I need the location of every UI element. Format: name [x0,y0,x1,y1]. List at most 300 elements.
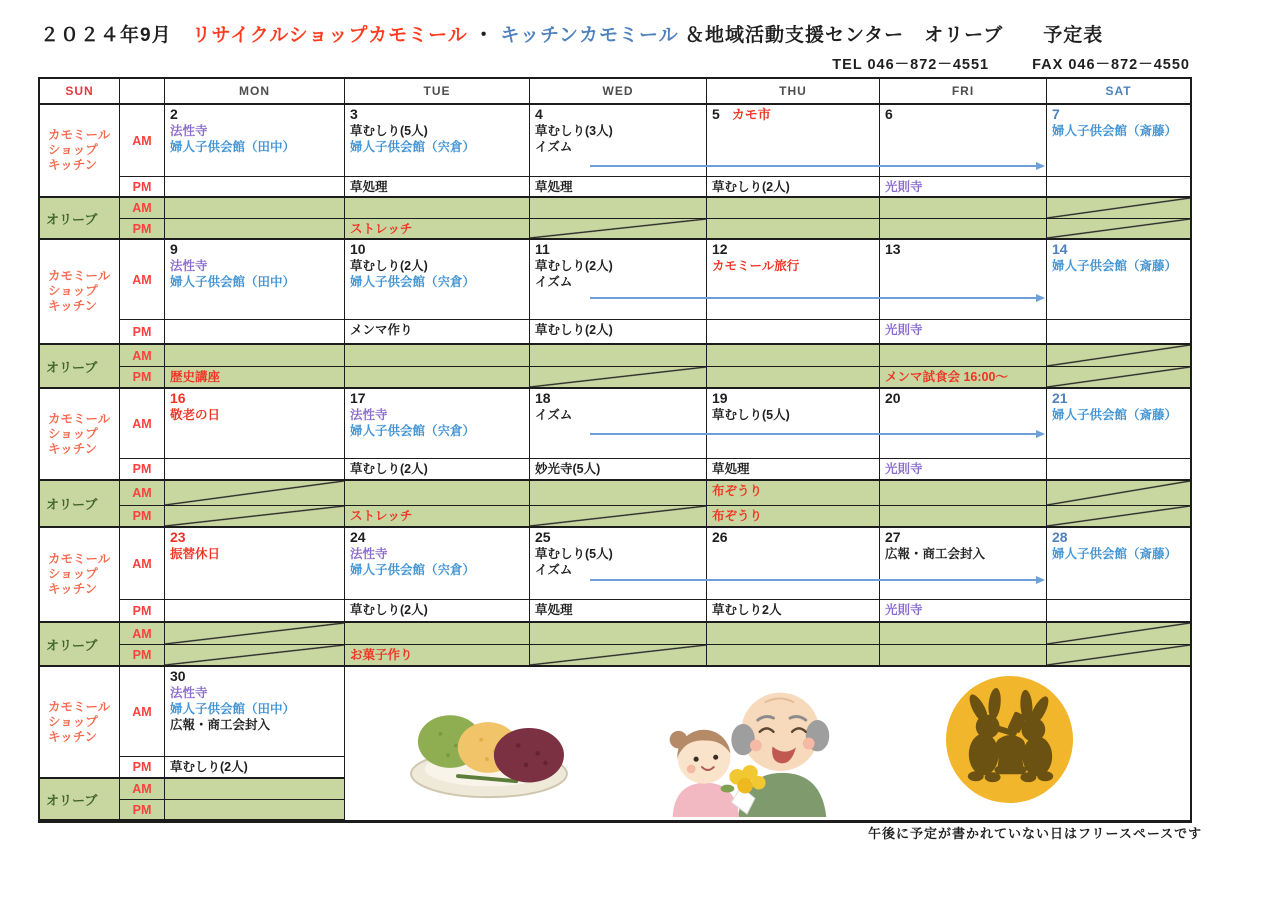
title-separator: ・ [474,25,495,46]
olive-label-w4 [40,623,120,667]
date-event-label: カモ市 [731,107,771,122]
olive-oam-cell-w4-mon [165,623,345,645]
am-entry: 草むしり(2人) [350,259,428,273]
chamomile-label-line: ショップ [48,143,98,157]
date-number: 23 [170,529,186,545]
olive-pm-tag-label: PM [132,370,152,384]
olive-opm-entry: お菓子作り [350,648,413,662]
header-cell-sun [40,79,120,105]
date-line [530,528,706,546]
olive-oam-cell-w4-sat [1047,623,1190,645]
olive-pm-tag-label: PM [132,221,152,236]
olive-label: オリーブ [46,792,98,808]
olive-am-tag-label: AM [132,486,152,500]
olive-oam-cell-w3-wed [530,481,707,506]
date-line [345,528,529,546]
chamomile-label-w4 [40,528,120,623]
olive-oam-cell-w4-fri [880,623,1047,645]
title-rest: ＆地域活動支援センター オリーブ 予定表 [684,25,1104,46]
am-entry: 法性寺 [350,408,388,422]
pm-cell-w4-sat [1047,600,1190,623]
am-entry: カモミール旅行 [712,259,800,273]
olive-opm-cell-w1-fri [880,219,1047,240]
title-kitchen-name: キッチンカモミール [500,25,679,46]
pm-entry: 草むしり(2人) [170,760,248,774]
olive-opm-cell-w4-thu [707,645,880,667]
am-entry: 婦人子供会館（斎藤） [1052,408,1178,422]
olive-pm-tag-w1 [120,219,165,240]
chamomile-label-w3 [40,389,120,481]
olive-opm-cell-w2-sat [1047,367,1190,389]
olive-opm-cell-w2-wed [530,367,707,389]
date-line [707,389,879,407]
olive-opm-entry: ストレッチ [350,509,413,523]
pm-cell-w4-fri [880,600,1047,623]
am-tag-w4 [120,528,165,600]
am-tag-label: AM [132,556,152,571]
am-cell-w4-tue [345,528,530,600]
chamomile-label-line: キッチン [48,299,98,313]
am-cell-w1-tue [345,105,530,177]
am-cell-w2-thu [707,240,880,320]
chamomile-label-w1 [40,105,120,198]
date-number: 26 [712,529,728,545]
header-cell-thu [707,79,880,105]
header-cell-fri [880,79,1047,105]
am-entry: 草むしり(3人) [535,124,613,138]
am-entry: 婦人子供会館（宍倉） [350,140,476,154]
date-number: 4 [535,106,543,122]
date-number: 17 [350,390,366,406]
am-tag-label: AM [132,416,152,431]
date-number: 25 [535,529,551,545]
am-entry: 振替休日 [170,547,221,561]
olive-opm-cell-w1-tue [345,219,530,240]
olive-am-tag-w4 [120,623,165,645]
pm-cell-w1-mon [165,177,345,198]
olive-label: オリーブ [46,497,98,512]
am-entry: イズム [535,563,573,577]
olive-oam-cell-w5-mon [165,779,345,800]
pm-cell-w3-fri [880,459,1047,481]
am-cell-w4-fri [880,528,1047,600]
date-line [1047,105,1190,123]
chamomile-label-line: キッチン [48,158,98,172]
calendar-table [38,77,1192,823]
header-cell-sat [1047,79,1190,105]
olive-label-w1 [40,198,120,240]
chamomile-label-w5 [40,667,120,779]
pm-cell-w1-thu [707,177,880,198]
olive-opm-entry: メンマ試食会 16:00～ [885,370,1008,384]
olive-opm-entry: 歴史講座 [170,370,221,384]
pm-cell-w4-thu [707,600,880,623]
ohagi-plate-illustration [400,689,578,806]
olive-pm-tag-label: PM [132,802,152,817]
chamomile-label-line: カモミール [48,128,111,142]
am-tag-w1 [120,105,165,177]
pm-cell-w1-sat [1047,177,1190,198]
pm-cell-w1-wed [530,177,707,198]
date-line [530,240,706,258]
am-entry: 法性寺 [170,686,208,700]
date-line [880,105,1046,123]
olive-opm-cell-w2-tue [345,367,530,389]
olive-opm-cell-w4-tue [345,645,530,667]
am-entry: 法性寺 [350,547,388,561]
am-cell-w3-mon [165,389,345,459]
olive-opm-cell-w4-sat [1047,645,1190,667]
pm-tag-label: PM [132,179,152,194]
date-line [1047,389,1190,407]
pm-cell-w3-tue [345,459,530,481]
pm-cell-w2-mon [165,320,345,345]
olive-opm-cell-w1-mon [165,219,345,240]
date-line [165,667,344,685]
am-entry: 婦人子供会館（宍倉） [350,275,476,289]
date-line [165,528,344,546]
olive-label-w2 [40,345,120,389]
olive-oam-cell-w1-wed [530,198,707,219]
date-line [530,105,706,123]
am-cell-w2-tue [345,240,530,320]
am-cell-w4-sat [1047,528,1190,600]
am-entry: 草むしり(5人) [350,124,428,138]
header-cell-mon [165,79,345,105]
am-cell-w4-thu [707,528,880,600]
olive-oam-cell-w4-wed [530,623,707,645]
header-label-mon: MON [239,84,270,98]
olive-opm-cell-w2-fri [880,367,1047,389]
pm-tag-w1 [120,177,165,198]
olive-label-w3 [40,481,120,528]
olive-pm-tag-label: PM [132,509,152,523]
chamomile-label-line: キッチン [48,582,98,596]
olive-oam-cell-w2-wed [530,345,707,367]
am-entry: 法性寺 [170,259,208,273]
olive-am-tag-w2 [120,345,165,367]
chamomile-label-line: キッチン [48,729,98,744]
date-number: 19 [712,390,728,406]
olive-opm-cell-w2-thu [707,367,880,389]
title-shop-name: リサイクルショップカモミール [191,25,468,46]
pm-tag-w3 [120,459,165,481]
olive-opm-entry: 布ぞうり [712,509,763,523]
olive-oam-cell-w3-mon [165,481,345,506]
chamomile-label-line: ショップ [48,426,98,441]
pm-entry: 草むしり(2人) [350,603,428,617]
pm-entry: 草むしり(2人) [535,323,613,337]
pm-entry: 草処理 [535,603,573,617]
olive-oam-cell-w4-tue [345,623,530,645]
pm-tag-w2 [120,320,165,345]
olive-oam-entry: 布ぞうり [712,484,763,498]
pm-entry: 光則寺 [885,603,923,617]
am-entry: 婦人子供会館（宍倉） [350,424,476,438]
am-tag-w5 [120,667,165,757]
header-label-fri: FRI [951,84,975,98]
olive-pm-tag-w3 [120,506,165,528]
date-line [1047,528,1190,546]
olive-oam-cell-w1-thu [707,198,880,219]
olive-oam-cell-w2-tue [345,345,530,367]
pm-entry: 光則寺 [885,323,923,337]
olive-oam-cell-w2-thu [707,345,880,367]
olive-am-tag-w5 [120,779,165,800]
am-tag-label: AM [132,704,152,719]
continuation-arrow-w2 [590,297,1043,299]
pm-entry: 草処理 [350,180,388,194]
am-cell-w2-wed [530,240,707,320]
olive-opm-cell-w5-mon [165,800,345,821]
pm-cell-w1-fri [880,177,1047,198]
chamomile-label-w2 [40,240,120,345]
olive-opm-cell-w3-mon [165,506,345,528]
pm-cell-w4-wed [530,600,707,623]
chamomile-label-line: カモミール [48,699,111,714]
date-number: 30 [170,668,186,684]
pm-entry: 草むしり(2人) [712,180,790,194]
tel-number: TEL 046－872－4551 [832,57,990,73]
date-line [880,389,1046,407]
pm-cell-w1-tue [345,177,530,198]
pm-cell-w2-sat [1047,320,1190,345]
olive-am-tag-label: AM [132,201,152,215]
am-entry: イズム [535,408,573,422]
chamomile-label-line: カモミール [48,411,111,426]
date-number: 12 [712,241,728,257]
olive-oam-cell-w3-fri [880,481,1047,506]
am-entry: 婦人子供会館（斎藤） [1052,259,1178,273]
am-entry: 広報・商工会封入 [885,547,986,561]
date-line [345,240,529,258]
olive-opm-cell-w4-wed [530,645,707,667]
pm-entry: 草処理 [712,462,750,476]
pm-cell-w2-tue [345,320,530,345]
am-entry: イズム [535,140,573,154]
am-entry: 敬老の日 [170,408,221,422]
bottom-illustration-cell [345,667,1190,821]
am-entry: 婦人子供会館（田中） [170,140,296,154]
header-label-sat: SAT [1105,84,1132,98]
continuation-arrow-w4 [590,579,1043,581]
chamomile-label-line: ショップ [48,567,98,581]
pm-entry: 光則寺 [885,180,923,194]
olive-oam-cell-w4-thu [707,623,880,645]
olive-opm-cell-w4-fri [880,645,1047,667]
date-number: 27 [885,529,901,545]
pm-cell-w5-mon [165,757,345,779]
am-cell-w2-mon [165,240,345,320]
pm-tag-w4 [120,600,165,623]
date-number: 10 [350,241,366,257]
olive-oam-cell-w2-sat [1047,345,1190,367]
header-label-sun: SUN [65,84,94,98]
olive-opm-cell-w1-wed [530,219,707,240]
olive-opm-cell-w1-thu [707,219,880,240]
olive-oam-cell-w1-tue [345,198,530,219]
date-number: 13 [885,241,901,257]
am-cell-w2-fri [880,240,1047,320]
pm-entry: 草むしり2人 [712,603,782,617]
pm-tag-w5 [120,757,165,779]
am-entry: 婦人子供会館（宍倉） [350,563,476,577]
olive-label-w5 [40,779,120,821]
pm-cell-w3-sat [1047,459,1190,481]
date-line [707,105,879,123]
am-cell-w1-sat [1047,105,1190,177]
header-cell-wed [530,79,707,105]
olive-pm-tag-label: PM [132,648,152,662]
header-cell-ampm-spacer [120,79,165,105]
pm-tag-label: PM [132,603,152,618]
pm-cell-w3-mon [165,459,345,481]
am-cell-w3-fri [880,389,1047,459]
pm-entry: 光則寺 [885,462,923,476]
pm-entry: 草むしり(2人) [350,462,428,476]
pm-entry: 草処理 [535,180,573,194]
olive-oam-cell-w1-mon [165,198,345,219]
am-entry: 婦人子供会館（田中） [170,702,296,716]
date-line [707,528,879,546]
continuation-arrow-w3 [590,433,1043,435]
olive-oam-cell-w3-thu [707,481,880,506]
olive-oam-cell-w3-sat [1047,481,1190,506]
pm-cell-w2-wed [530,320,707,345]
olive-opm-cell-w2-mon [165,367,345,389]
pm-tag-label: PM [132,324,152,339]
grandfather-and-girl-flowers-illustration [655,675,841,821]
am-cell-w3-sat [1047,389,1190,459]
olive-pm-tag-w4 [120,645,165,667]
olive-opm-cell-w3-tue [345,506,530,528]
olive-label: オリーブ [46,359,98,375]
date-number: 14 [1052,241,1068,257]
page-title [40,20,1103,47]
olive-opm-entry: ストレッチ [350,222,413,236]
am-entry: 草むしり(2人) [535,259,613,273]
date-line [880,528,1046,546]
chamomile-label-line: ショップ [48,284,98,298]
continuation-arrow-w1 [590,165,1043,167]
am-entry: 婦人子供会館（田中） [170,275,296,289]
olive-opm-cell-w4-mon [165,645,345,667]
am-cell-w3-wed [530,389,707,459]
am-tag-label: AM [132,272,152,287]
olive-pm-tag-w2 [120,367,165,389]
date-line [165,105,344,123]
date-number: 9 [170,241,178,257]
date-number: 11 [535,241,550,257]
olive-am-tag-w3 [120,481,165,506]
am-entry: イズム [535,275,573,289]
pm-cell-w2-fri [880,320,1047,345]
pm-entry: メンマ作り [350,323,413,337]
date-number: 2 [170,106,178,122]
date-number: 5 [712,106,720,122]
pm-cell-w3-wed [530,459,707,481]
date-number: 3 [350,106,358,122]
date-number: 24 [350,529,366,545]
date-number: 16 [170,390,186,406]
date-line [165,389,344,407]
date-line [707,240,879,258]
pm-cell-w4-tue [345,600,530,623]
olive-opm-cell-w3-thu [707,506,880,528]
date-number: 6 [885,106,893,122]
pm-tag-label: PM [132,760,152,774]
olive-pm-tag-w5 [120,800,165,821]
am-cell-w3-thu [707,389,880,459]
olive-opm-cell-w3-sat [1047,506,1190,528]
am-cell-w4-wed [530,528,707,600]
chamomile-label-line: ショップ [48,714,98,729]
am-entry: 草むしり(5人) [535,547,613,561]
am-entry: 婦人子供会館（斎藤） [1052,124,1178,138]
date-number: 18 [535,390,551,406]
date-number: 21 [1052,390,1068,406]
am-cell-w3-tue [345,389,530,459]
olive-oam-cell-w1-sat [1047,198,1190,219]
date-line [530,389,706,407]
am-tag-w2 [120,240,165,320]
pm-cell-w3-thu [707,459,880,481]
am-entry: 婦人子供会館（斎藤） [1052,547,1178,561]
title-month: ２０２４年9月 [40,25,172,46]
chamomile-label-line: カモミール [48,552,111,566]
am-entry: 草むしり(5人) [712,408,790,422]
olive-label: オリーブ [46,637,98,653]
date-number: 20 [885,390,901,406]
am-cell-w2-sat [1047,240,1190,320]
header-cell-tue [345,79,530,105]
olive-label: オリーブ [46,211,98,227]
olive-oam-cell-w2-mon [165,345,345,367]
date-number: 28 [1052,529,1068,545]
am-entry: 広報・商工会封入 [170,718,271,732]
date-line [345,389,529,407]
olive-opm-cell-w3-fri [880,506,1047,528]
header-label-wed: WED [602,84,634,98]
chamomile-label-line: キッチン [48,441,98,456]
am-entry: 法性寺 [170,124,208,138]
am-cell-w4-mon [165,528,345,600]
header-label-tue: TUE [423,84,451,98]
olive-am-tag-label: AM [132,782,152,796]
olive-oam-cell-w3-tue [345,481,530,506]
moon-rabbits-mochi-illustration [943,673,1077,812]
pm-cell-w2-thu [707,320,880,345]
date-line [345,105,529,123]
olive-opm-cell-w1-sat [1047,219,1190,240]
olive-am-tag-label: AM [132,348,152,363]
olive-am-tag-label: AM [132,626,152,641]
header-label-thu: THU [779,84,807,98]
am-tag-w3 [120,389,165,459]
olive-oam-cell-w2-fri [880,345,1047,367]
am-tag-label: AM [132,133,152,148]
date-line [880,240,1046,258]
am-cell-w1-mon [165,105,345,177]
pm-cell-w4-mon [165,600,345,623]
date-line [165,240,344,258]
date-number: 7 [1052,106,1060,122]
olive-oam-cell-w1-fri [880,198,1047,219]
chamomile-label-line: カモミール [48,269,111,283]
am-cell-w5-mon [165,667,345,757]
footnote-text: 午後に予定が書かれていない日はフリースペースです [868,826,1203,841]
olive-opm-cell-w3-wed [530,506,707,528]
